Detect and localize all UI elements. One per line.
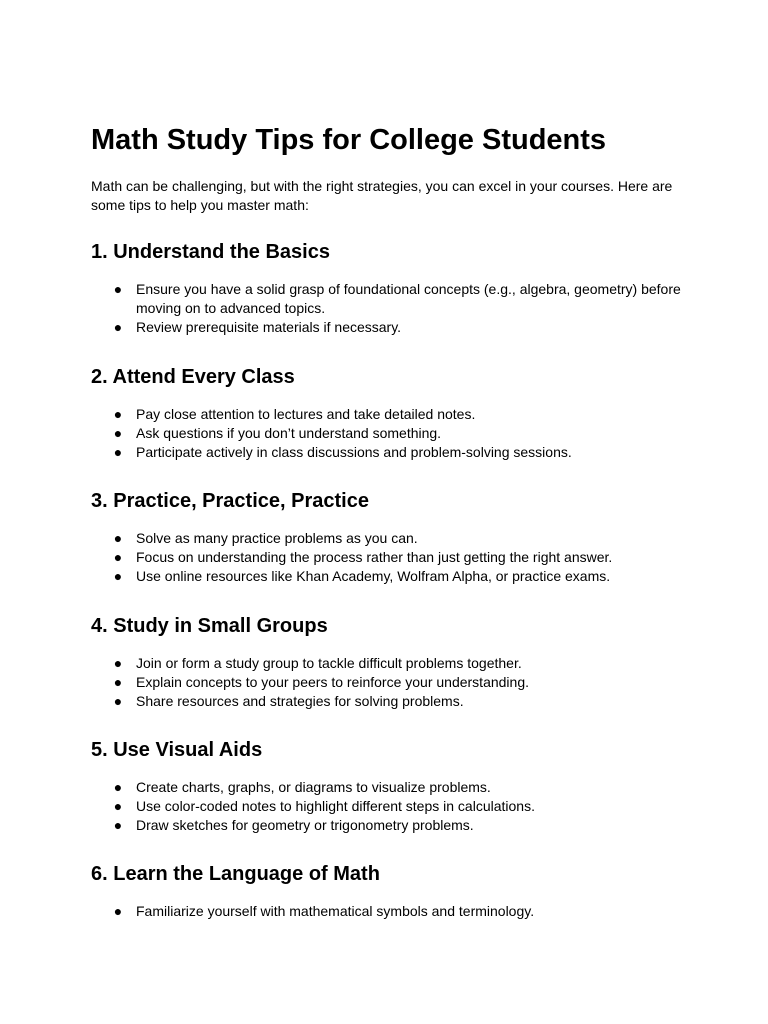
bullet-icon: ● [113, 530, 123, 546]
list-item-text: Review prerequisite materials if necessary. [136, 319, 402, 335]
bullet-icon: ● [113, 549, 123, 565]
section-practice [91, 488, 681, 584]
section-heading: 3. Practice, Practice, Practice [91, 490, 369, 512]
bullet-icon: ● [113, 693, 123, 709]
list-item-text: Pay close attention to lectures and take detailed notes. [136, 406, 476, 422]
section-study-groups [91, 613, 681, 709]
list-item [91, 405, 681, 424]
section-visual-aids [91, 737, 681, 833]
list-item [91, 692, 681, 711]
page-title: Math Study Tips for College Students [91, 124, 607, 156]
bullet-icon: ● [113, 406, 123, 422]
list-item [91, 567, 681, 586]
list-item-text: Join or form a study group to tackle difficult problems together. [136, 655, 522, 671]
list-item [91, 424, 681, 443]
list-item [91, 673, 681, 692]
section-attend-every-class [91, 364, 681, 460]
bullet-list [91, 405, 681, 462]
section-understand-basics [91, 239, 681, 335]
list-item-text: Draw sketches for geometry or trigonometry problems. [136, 817, 474, 833]
list-item [91, 902, 681, 921]
bullet-icon: ● [113, 281, 123, 297]
bullet-icon: ● [113, 319, 123, 335]
list-item-text: Familiarize yourself with mathematical symbols and terminology. [136, 903, 535, 919]
section-heading: 2. Attend Every Class [91, 366, 295, 388]
bullet-icon: ● [113, 779, 123, 795]
bullet-list [91, 529, 681, 586]
list-item-text: Share resources and strategies for solving problems. [136, 693, 464, 709]
section-heading: 6. Learn the Language of Math [91, 863, 380, 885]
bullet-icon: ● [113, 817, 123, 833]
list-item-text: Solve as many practice problems as you can. [136, 530, 418, 546]
section-heading: 5. Use Visual Aids [91, 739, 263, 761]
list-item-text: Participate actively in class discussions and problem-solving sessions. [136, 444, 572, 460]
list-item [91, 816, 681, 835]
list-item [91, 778, 681, 797]
list-item-text: Explain concepts to your peers to reinforce your understanding. [136, 674, 530, 690]
list-item [91, 529, 681, 548]
list-item [91, 443, 681, 462]
list-item [91, 654, 681, 673]
bullet-list [91, 654, 681, 711]
intro-paragraph: Math can be challenging, but with the right strategies, you can excel in your courses. Here are some tips to help you master math: [91, 178, 673, 213]
section-language-of-math [91, 861, 681, 919]
list-item-text: Use color-coded notes to highlight different steps in calculations. [136, 798, 535, 814]
list-item-text: Focus on understanding the process rather than just getting the right answer. [136, 549, 613, 565]
list-item-text: Ensure you have a solid grasp of foundational concepts (e.g., algebra, geometry) before moving on to advanced topics. [136, 281, 681, 316]
bullet-icon: ● [113, 655, 123, 671]
bullet-icon: ● [113, 425, 123, 441]
bullet-list [91, 778, 681, 835]
section-heading: 4. Study in Small Groups [91, 615, 328, 637]
list-item-text: Create charts, graphs, or diagrams to visualize problems. [136, 779, 491, 795]
bullet-list [91, 280, 681, 337]
bullet-icon: ● [113, 798, 123, 814]
bullet-list [91, 902, 681, 921]
list-item-text: Use online resources like Khan Academy, Wolfram Alpha, or practice exams. [136, 568, 611, 584]
bullet-icon: ● [113, 444, 123, 460]
bullet-icon: ● [113, 568, 123, 584]
list-item [91, 318, 681, 337]
list-item [91, 797, 681, 816]
list-item [91, 280, 681, 318]
list-item [91, 548, 681, 567]
bullet-icon: ● [113, 903, 123, 919]
list-item-text: Ask questions if you don’t understand something. [136, 425, 442, 441]
bullet-icon: ● [113, 674, 123, 690]
section-heading: 1. Understand the Basics [91, 241, 330, 263]
